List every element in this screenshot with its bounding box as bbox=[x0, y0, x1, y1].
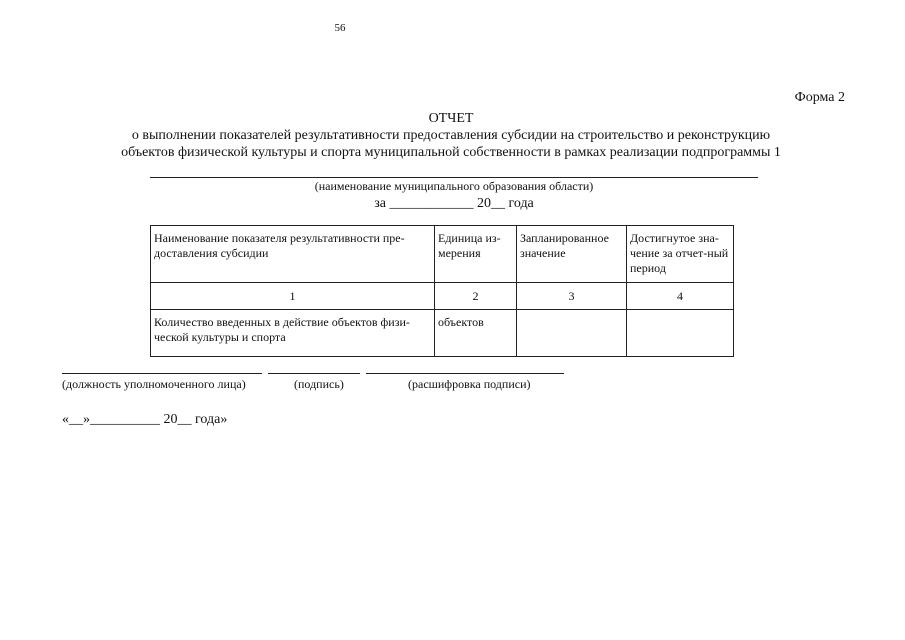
decode-caption: (расшифровка подписи) bbox=[408, 377, 531, 391]
report-subtitle-line-2: объектов физической культуры и спорта муниципальной собственности в рамках реализации подпрограммы 1 bbox=[121, 145, 781, 160]
table-row bbox=[151, 310, 734, 357]
position-caption: (должность уполномоченного лица) bbox=[62, 377, 246, 391]
org-name-caption: (наименование муниципального образования области) bbox=[314, 179, 594, 193]
column-number: 1 bbox=[151, 283, 435, 310]
column-number: 4 bbox=[627, 283, 734, 310]
sign-caption: (подпись) bbox=[294, 377, 344, 391]
header-indicator-name: Наименование показателя результативности пре-доставления субсидии bbox=[151, 226, 435, 283]
column-number: 3 bbox=[517, 283, 627, 310]
unit-cell: объектов bbox=[435, 310, 517, 357]
sign-signature-line bbox=[268, 373, 360, 374]
table-header-row bbox=[151, 226, 734, 283]
decode-signature-line bbox=[366, 373, 564, 374]
header-achieved-value: Достигнутое зна-чение за отчет-ный период bbox=[627, 226, 734, 283]
org-name-underline bbox=[150, 177, 758, 178]
header-planned-value: Запланированное значение bbox=[517, 226, 627, 283]
report-subtitle-line-1: о выполнении показателей результативности предоставления субсидии на строительство и реконструкцию bbox=[131, 128, 771, 143]
indicator-name-cell: Количество введенных в действие объектов физи-ческой культуры и спорта bbox=[151, 310, 435, 357]
title-block bbox=[80, 110, 822, 161]
page-number: 56 bbox=[334, 22, 346, 34]
achieved-value-cell bbox=[627, 310, 734, 357]
reporting-period: за ____________ 20__ года bbox=[374, 196, 534, 211]
position-signature-line bbox=[62, 373, 262, 374]
header-unit: Единица из-мерения bbox=[435, 226, 517, 283]
indicator-table bbox=[150, 225, 734, 357]
column-number: 2 bbox=[435, 283, 517, 310]
form-label: Форма 2 bbox=[794, 90, 845, 105]
planned-value-cell bbox=[517, 310, 627, 357]
report-title: ОТЧЕТ bbox=[428, 111, 474, 126]
signature-date: «__»__________ 20__ года» bbox=[62, 412, 228, 427]
table-number-row bbox=[151, 283, 734, 310]
